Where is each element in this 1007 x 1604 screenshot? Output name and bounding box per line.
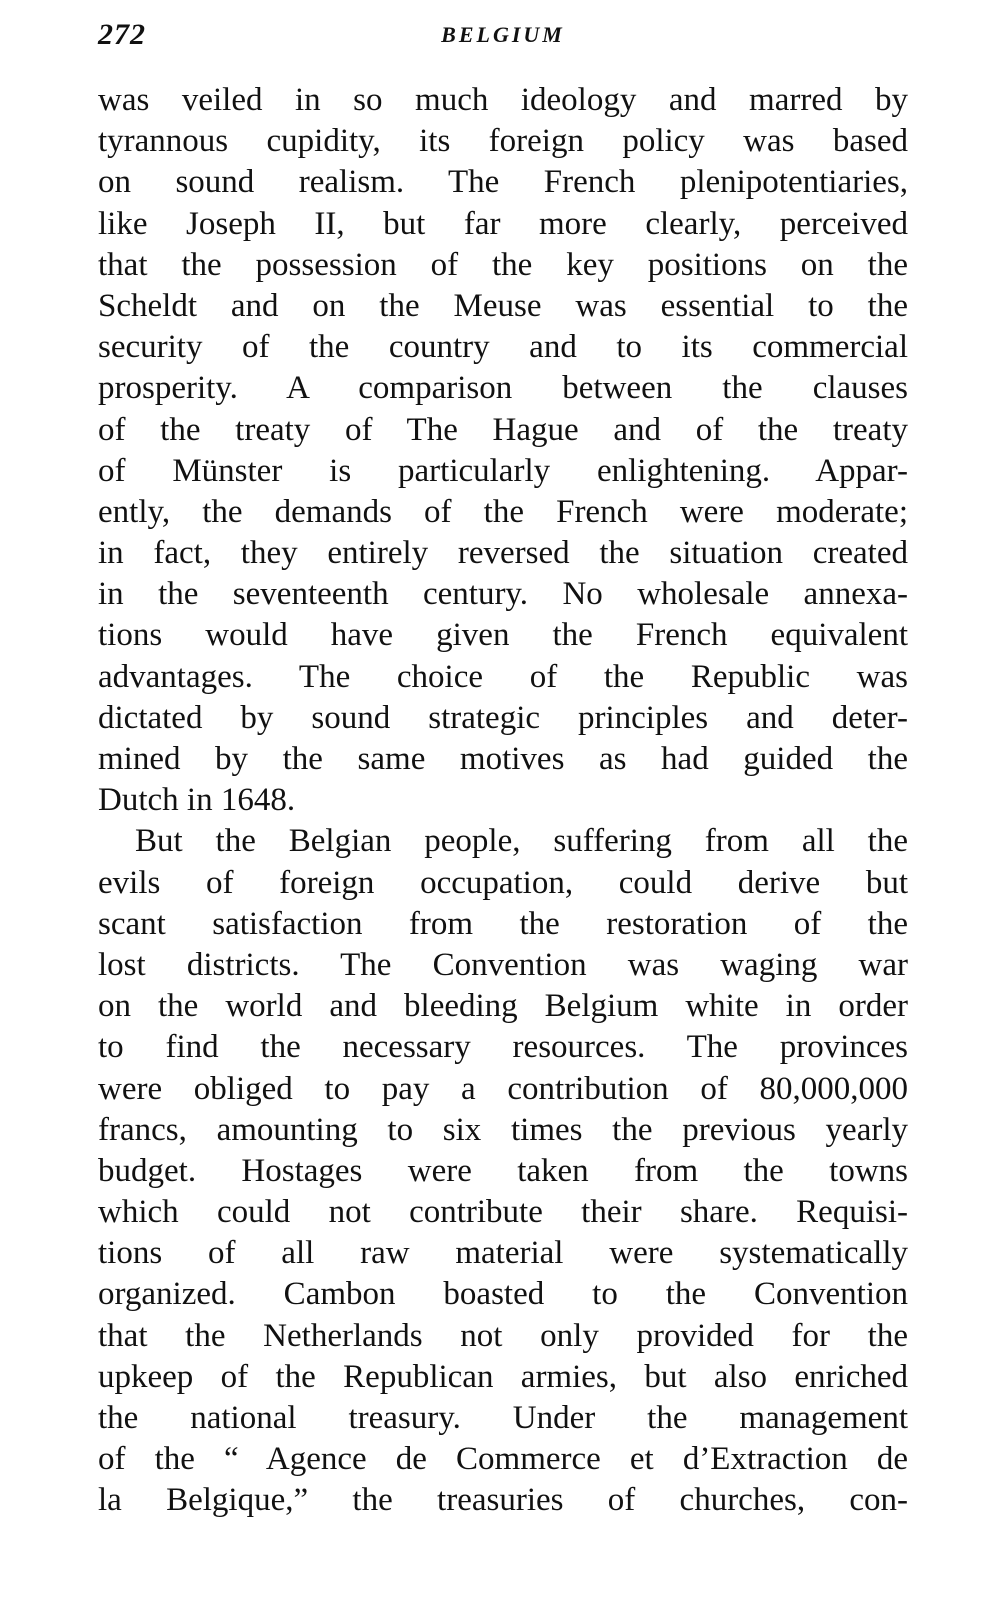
running-title: BELGIUM	[441, 22, 565, 47]
text-line: ently, the demands of the French were moderate;	[98, 493, 908, 530]
text-line: budget. Hostages were taken from the towns	[98, 1152, 908, 1189]
text-line: that the possession of the key positions on the	[98, 246, 908, 283]
text-line: on sound realism. The French plenipotentiaries,	[98, 164, 908, 201]
text-line: scant satisfaction from the restoration of the	[98, 905, 908, 942]
text-line: lost districts. The Convention was waging war	[98, 946, 908, 983]
text-line: advantages. The choice of the Republic was	[98, 658, 908, 695]
running-head	[98, 18, 908, 58]
text-line: Scheldt and on the Meuse was essential to the	[98, 287, 908, 324]
text-line: tions of all raw material were systematically	[98, 1235, 908, 1272]
paragraph-2	[98, 821, 908, 1521]
text-line: dictated by sound strategic principles and deter-	[98, 699, 908, 736]
text-line: security of the country and to its commercial	[98, 329, 908, 366]
text-line: was veiled in so much ideology and marred by	[98, 82, 908, 118]
text-line: prosperity. A comparison between the clauses	[98, 370, 908, 407]
text-line: la Belgique,” the treasuries of churches, con-	[98, 1482, 908, 1519]
text-line: on the world and bleeding Belgium white in order	[98, 988, 908, 1025]
text-line: like Joseph II, but far more clearly, perceived	[98, 205, 908, 242]
page-number: 272	[98, 18, 146, 51]
text-line: evils of foreign occupation, could derive but	[98, 864, 908, 901]
paragraph-1	[98, 80, 908, 821]
text-line: in the seventeenth century. No wholesale annexa-	[98, 576, 908, 613]
text-line: francs, amounting to six times the previous yearly	[98, 1111, 908, 1148]
text-line: in fact, they entirely reversed the situation created	[98, 535, 908, 572]
text-line: upkeep of the Republican armies, but also enriched	[98, 1358, 908, 1395]
text-line: were obliged to pay a contribution of 80,000,000	[98, 1070, 908, 1107]
text-line: tions would have given the French equivalent	[98, 617, 908, 654]
text-line: of Münster is particularly enlightening. Appar-	[98, 452, 908, 489]
text-line: Dutch in 1648.	[98, 782, 296, 819]
text-line: that the Netherlands not only provided for the	[98, 1317, 908, 1354]
text-line: which could not contribute their share. Requisi-	[98, 1194, 908, 1231]
text-line: mined by the same motives as had guided the	[98, 741, 908, 777]
text-line: of the “ Agence de Commerce et d’Extraction de	[98, 1441, 908, 1478]
text-line: to find the necessary resources. The provinces	[98, 1029, 908, 1066]
text-line: organized. Cambon boasted to the Convention	[98, 1276, 908, 1313]
text-line: tyrannous cupidity, its foreign policy was based	[98, 123, 908, 160]
text-line: of the treaty of The Hague and of the treaty	[98, 411, 908, 448]
text-line: But the Belgian people, suffering from all the	[135, 823, 908, 860]
text-line: the national treasury. Under the management	[98, 1400, 908, 1436]
body-text	[98, 80, 908, 1522]
